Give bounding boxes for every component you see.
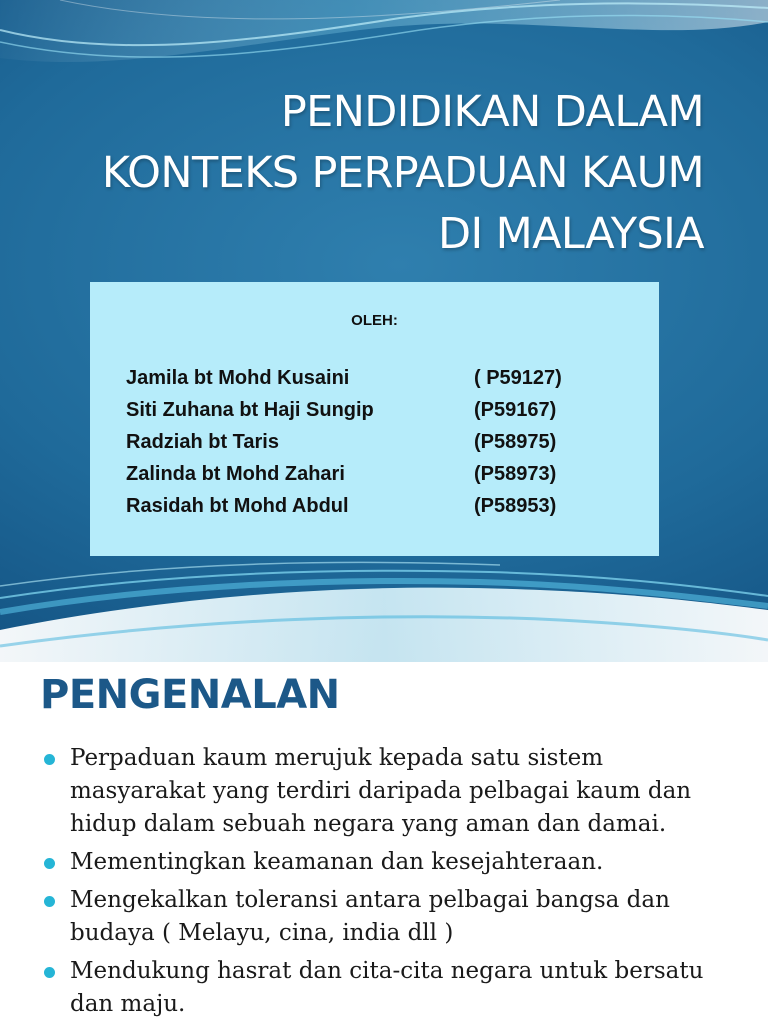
bullet-text: Mementingkan keamanan dan kesejahteraan. — [70, 849, 604, 875]
bullet-text: Mengekalkan toleransi antara pelbagai bangsa dan budaya ( Melayu, cina, india dll ) — [70, 887, 670, 946]
author-id: ( P59127) — [474, 367, 562, 389]
oleh-label: OLEH: — [351, 312, 398, 329]
bullet-icon — [44, 858, 55, 869]
author-name: Radziah bt Taris — [126, 431, 279, 453]
section-heading: PENGENALAN — [40, 672, 340, 718]
content-slide — [0, 662, 768, 1024]
author-id: (P58953) — [474, 495, 557, 517]
bullet-icon — [44, 896, 55, 907]
author-name: Siti Zuhana bt Haji Sungip — [126, 399, 374, 421]
bullet-list — [42, 742, 742, 1026]
bullet-item — [42, 742, 742, 841]
title-line: DI MALAYSIA — [437, 209, 704, 259]
bullet-item — [42, 846, 742, 879]
bullet-text: Mendukung hasrat dan cita-cita negara untuk bersatu dan maju. — [70, 958, 704, 1017]
author-id: (P58975) — [474, 431, 557, 453]
author-id: (P58973) — [474, 463, 557, 485]
author-name: Jamila bt Mohd Kusaini — [126, 367, 350, 389]
author-name: Zalinda bt Mohd Zahari — [126, 463, 345, 485]
author-box — [90, 282, 659, 556]
author-id: (P59167) — [474, 399, 557, 421]
bullet-icon — [44, 967, 55, 978]
bullet-text: Perpaduan kaum merujuk kepada satu sistem masyarakat yang terdiri daripada pelbagai kaum dan hidup dalam sebuah negara yang aman dan damai. — [70, 745, 692, 837]
title-line: KONTEKS PERPADUAN KAUM — [101, 148, 704, 198]
author-name: Rasidah bt Mohd Abdul — [126, 495, 349, 517]
bullet-icon — [44, 754, 55, 765]
bullet-item — [42, 955, 742, 1021]
slide-title — [4, 82, 704, 265]
title-line: PENDIDIKAN DALAM — [280, 87, 704, 137]
bullet-item — [42, 884, 742, 950]
